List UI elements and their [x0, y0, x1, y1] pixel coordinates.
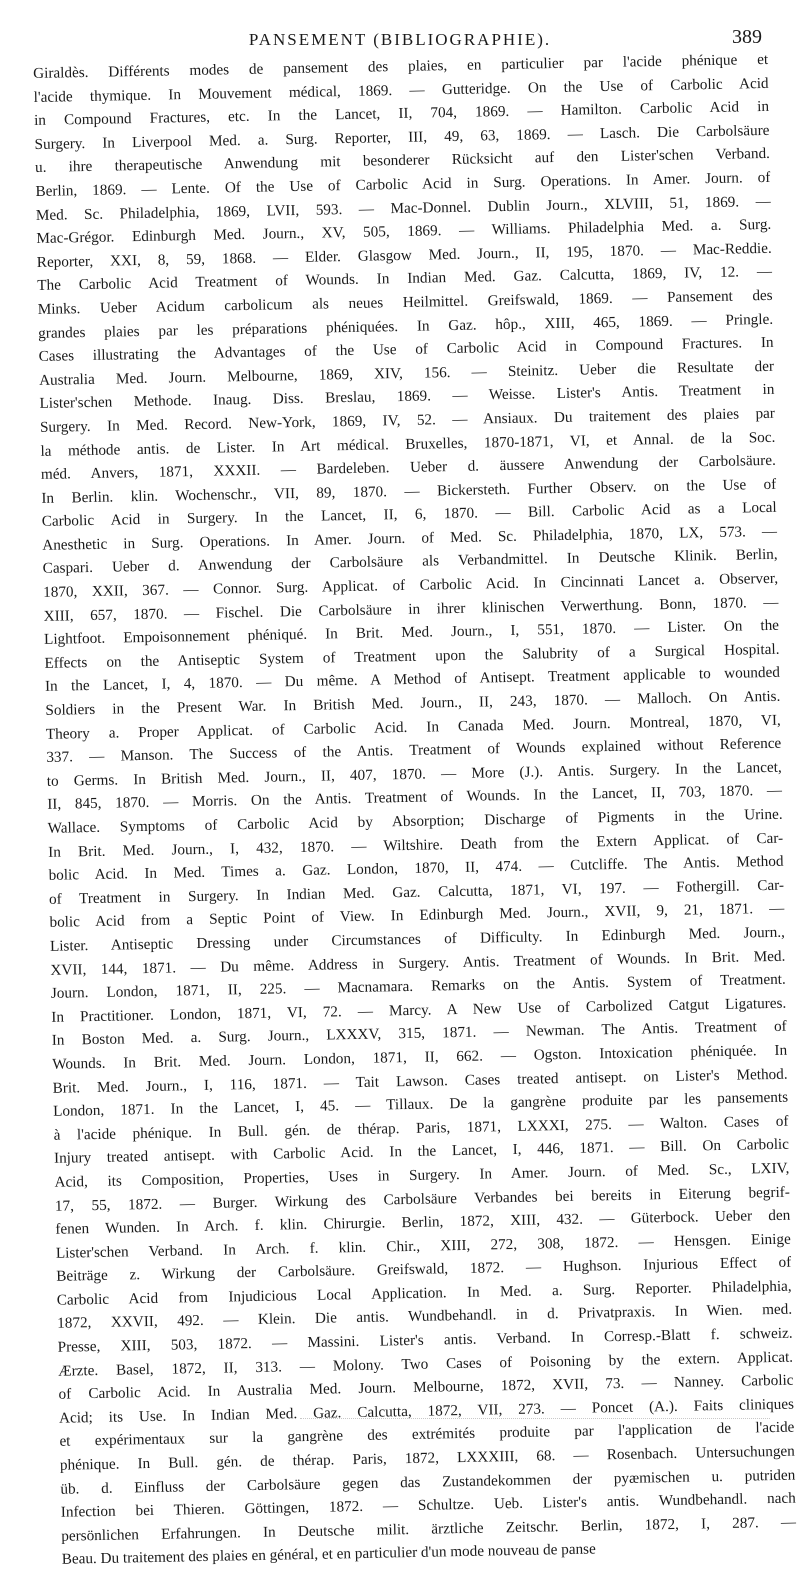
page-number: 389 [732, 26, 762, 48]
text-line: Australia Med. Journ. Melbourne, 1869, XIV, 156. — Steinitz. Ueber die Resultate der [38, 357, 775, 389]
text-line: The Carbolic Acid Treatment of Wounds. In Indian Med. Gaz. Calcutta, 1869, IV, 12. — [37, 263, 773, 295]
text-line: Ærzte. Basel, 1872, II, 313. — Molony. Two Cases of Poisoning by the extern. Applicat. [57, 1348, 794, 1380]
text-line: Infection bei Thieren. Göttingen, 1872. — Schultze. Ueb. Lister's antis. Wundbehandl. nach [60, 1489, 796, 1521]
text-line: bolic Acid. In Med. Times a. Gaz. London, 1870, II, 474. — Cutcliffe. The Antis. Method [48, 852, 784, 885]
text-line: Lister. Antiseptic Dressing under Circumstances of Difficulty. In Edinburgh Med. Journ., [49, 923, 786, 955]
text-line: Journ. London, 1871, II, 225. — Macnamara. Remarks on the Antis. System of Treatment. [50, 970, 786, 1002]
text-line: Med. Sc. Philadelphia, 1869, LVII, 593. — Mac-Donnel. Dublin Journ., XLVIII, 51, 1869. — [35, 192, 771, 224]
text-line: grandes plaies par les préparations phéniquées. In Gaz. hôp., XIII, 465, 1869. — Pringle. [38, 310, 774, 342]
text-line: Effects on the Antiseptic System of Treatment upon the Salubrity of a Surgical Hospital. [44, 640, 780, 672]
text-line: bolic Acid from a Septic Point of View. In Edinburgh Med. Journ., XVII, 9, 21, 1871. — [49, 900, 785, 932]
text-line: et expérimentaux sur la gangrène des extrémités produite par l'application de l'acide [59, 1419, 795, 1451]
text-line: 337. — Manson. The Success of the Antis. Treatment of Wounds explained without Reference [46, 734, 782, 767]
text-line: 1870, XXII, 367. — Connor. Surg. Applicat. of Carbolic Acid. In Cincinnati Lancet a. Observer, [43, 569, 779, 601]
text-line: u. ihre therapeutische Anwendung mit besonderer Rücksicht auf den Lister'schen Verband. [34, 145, 771, 177]
text-line: Beiträge z. Wirkung der Carbolsäure. Greifswald, 1872. — Hughson. Injurious Effect of [56, 1253, 792, 1286]
text-line: Presse, XIII, 503, 1872. — Massini. Lister's antis. Verband. In Corresp.-Blatt f. schweiz. [57, 1324, 793, 1356]
text-line: Carbolic Acid from Injudicious Local Application. In Med. a. Surg. Reporter. Philadelphia, [56, 1277, 792, 1309]
text-line: Wounds. In Brit. Med. Journ. London, 1871, II, 662. — Ogston. Intoxication phéniquée. In [52, 1041, 788, 1073]
text-line: in Compound Fractures, etc. In the Lancet, II, 704, 1869. — Hamilton. Carbolic Acid in [33, 98, 770, 130]
text-line: In Boston Med. a. Surg. Journ., LXXXV, 315, 1871. — Newman. The Antis. Treatment of [51, 1018, 787, 1050]
text-line: l'acide thymique. In Mouvement médical, 1869. — Gutteridge. On the Use of Carbolic Acid [33, 74, 769, 106]
text-line: 1872, XXVII, 492. — Klein. Die antis. Wundbehandl. in d. Privatpraxis. In Wien. med. [57, 1301, 793, 1333]
text-line: Surgery. In Med. Record. New-York, 1869, IV, 52. — Ansiaux. Du traitement des plaies par [39, 404, 776, 436]
running-head: PANSEMENT (BIBLIOGRAPHIE). [248, 30, 552, 49]
bibliography-text [33, 48, 797, 1572]
text-line: of Treatment in Surgery. In Indian Med. Gaz. Calcutta, 1871, VI, 197. — Fothergill. Car- [48, 876, 785, 908]
text-line: London, 1871. In the Lancet, I, 45. — Tillaux. De la gangrène produite par les pansements [52, 1088, 789, 1120]
text-line: Acid; its Use. In Indian Med. Gaz. Calcutta, 1872, VII, 273. — Poncet (A.). Faits cliniques [58, 1395, 795, 1427]
text-line: to Germs. In British Med. Journ., II, 407, 1870. — More (J.). Antis. Surgery. In the Lancet, [46, 758, 782, 790]
text-line: persönlichen Erfahrungen. In Deutsche milit. ärztliche Zeitschr. Berlin, 1872, I, 287. — [61, 1513, 797, 1545]
text-line: of Carbolic Acid. In Australia Med. Journ. Melbourne, 1872, XVII, 73. — Nanney. Carbolic [58, 1371, 794, 1404]
text-line: Carbolic Acid in Surgery. In the Lancet, II, 6, 1870. — Bill. Carbolic Acid as a Local [41, 499, 777, 531]
text-line: XVII, 144, 1871. — Du même. Address in Surgery. Antis. Treatment of Wounds. In Brit. Med. [50, 947, 786, 979]
text-line: Berlin, 1869. — Lente. Of the Use of Carbolic Acid in Surg. Operations. In Amer. Journ. of [35, 168, 771, 200]
text-line: Surgery. In Liverpool Med. a. Surg. Reporter, III, 49, 63, 1869. — Lasch. Die Carbolsäure [34, 121, 770, 153]
text-line: phénique. In Bull. gén. de thérap. Paris, 1872, LXXXIII, 68. — Rosenbach. Untersuchungen [59, 1442, 795, 1474]
text-line: Giraldès. Différents modes de pansement des plaies, en particulier par l'acide phénique et [33, 50, 769, 82]
text-line: II, 845, 1870. — Morris. On the Antis. Treatment of Wounds. In the Lancet, II, 703, 1870. — [47, 782, 783, 814]
text-line: à l'acide phénique. In Bull. gén. de thérap. Paris, 1871, LXXXI, 275. — Walton. Cases of [53, 1112, 789, 1144]
text-line: Cases illustrating the Advantages of the Use of Carbolic Acid in Compound Fractures. In [38, 333, 774, 366]
text-line: la méthode antis. de Lister. In Art médical. Bruxelles, 1870-1871, VI, et Annal. de la Soc. [40, 428, 776, 460]
text-line: XIII, 657, 1870. — Fischel. Die Carbolsäure in ihrer klinischen Verwerthung. Bonn, 1870. — [43, 593, 779, 625]
text-line: Mac-Grégor. Edinburgh Med. Journ., XV, 505, 1869. — Williams. Philadelphia Med. a. Surg. [36, 216, 772, 248]
text-line: Brit. Med. Journ., I, 116, 1871. — Tait Lawson. Cases treated antisept. on Lister's Method. [52, 1065, 788, 1097]
text-line: Acid, its Composition, Properties, Uses in Surgery. In Amer. Journ. of Med. Sc., LXIV, [54, 1159, 790, 1191]
text-line: Minks. Ueber Acidum carbolicum als neues Heilmittel. Greifswald, 1869. — Pansement des [37, 286, 773, 318]
bottom-rule [300, 1418, 770, 1419]
text-line: Lister'schen Methode. Inaug. Diss. Breslau, 1869. — Weisse. Lister's Antis. Treatment in [39, 381, 775, 413]
text-line: In Brit. Med. Journ., I, 432, 1870. — Wiltshire. Death from the Extern Applicat. of Car- [48, 829, 784, 861]
text-line: méd. Anvers, 1871, XXXII. — Bardeleben. Ueber d. äussere Anwendung der Carbolsäure. [40, 451, 776, 484]
text-line: Lister'schen Verband. In Arch. f. klin. Chir., XIII, 272, 308, 1872. — Hensgen. Einige [55, 1230, 791, 1262]
text-line: Reporter, XXI, 8, 59, 1868. — Elder. Glasgow Med. Journ., II, 195, 1870. — Mac-Reddie. [36, 239, 772, 271]
text-line: üb. d. Einfluss der Carbolsäure gegen das Zustandekommen der pyæmischen u. putriden [60, 1466, 796, 1498]
text-line: Soldiers in the Present War. In British Med. Journ., II, 243, 1870. — Malloch. On Antis. [45, 687, 781, 719]
text-line: Caspari. Ueber d. Anwendung der Carbolsäure als Verbandmittel. In Deutsche Klinik. Berlin, [42, 546, 778, 578]
text-line: Anesthetic in Surg. Operations. In Amer. Journ. of Med. Sc. Philadelphia, 1870, LX, 573. — [42, 522, 778, 554]
text-line: Injury treated antisept. with Carbolic Acid. In the Lancet, I, 446, 1871. — Bill. On Carbolic [53, 1136, 790, 1168]
text-line: Wallace. Symptoms of Carbolic Acid by Absorption; Discharge of Pigments in the Urine. [47, 805, 783, 837]
text-line: Lightfoot. Empoisonnement phéniqué. In Brit. Med. Journ., I, 551, 1870. — Lister. On the [43, 617, 780, 649]
text-line: 17, 55, 1872. — Burger. Wirkung des Carbolsäure Verbandes bei bereits in Eiterung begrif- [54, 1183, 790, 1215]
text-line: In the Lancet, I, 4, 1870. — Du même. A Method of Antisept. Treatment applicable to wounded [44, 664, 781, 696]
text-line: Beau. Du traitement des plaies en général, et en particulier d'un mode nouveau de panse [61, 1540, 596, 1569]
text-line: In Berlin. klin. Wochenschr., VII, 89, 1870. — Bickersteth. Further Observ. on the Use of [41, 475, 777, 507]
text-line: Theory a. Proper Applicat. of Carbolic Acid. In Canada Med. Journ. Montreal, 1870, VI, [45, 711, 781, 743]
text-line: In Practitioner. London, 1871, VI, 72. — Marcy. A New Use of Carbolized Catgut Ligatures. [51, 994, 787, 1026]
text-line: fenen Wunden. In Arch. f. klin. Chirurgie. Berlin, 1872, XIII, 432. — Güterbock. Ueber den [55, 1206, 791, 1238]
